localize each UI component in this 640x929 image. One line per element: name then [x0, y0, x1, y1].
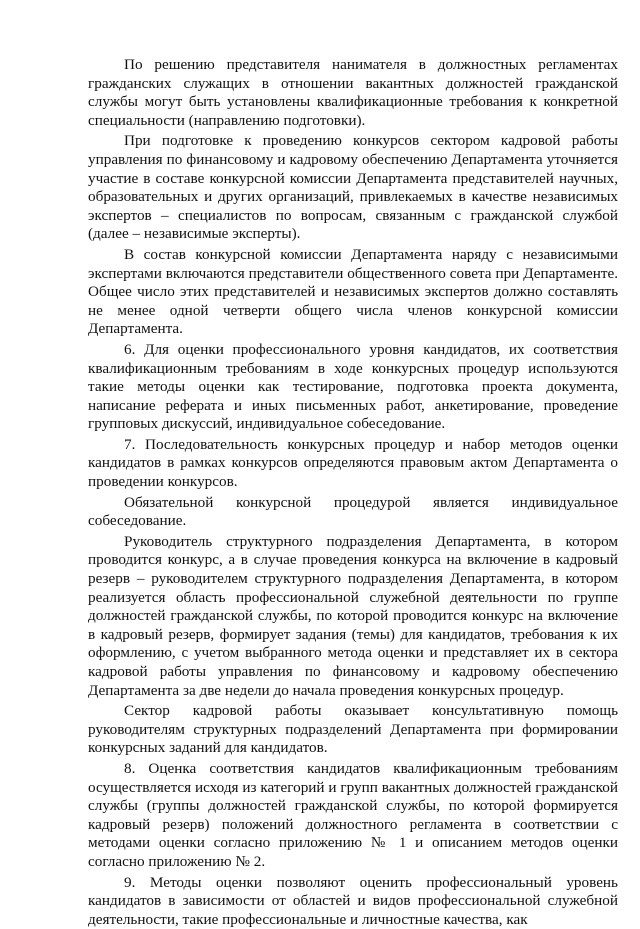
document-page [88, 56, 618, 929]
paragraph-item-9-assessment-scope: 9. Методы оценки позволяют оценить профессиональный уровень кандидатов в зависимости от областей и видов профессиональной служебной деятельности, такие профессиональные и личностные качества, как [88, 873, 618, 928]
paragraph-mandatory-interview: Обязательной конкурсной процедурой является индивидуальное собеседование. [88, 493, 618, 530]
paragraph-hr-sector-assistance: Сектор кадровой работы оказывает консультативную помощь руководителям структурных подразделений Департамента при формировании конкурсных заданий для кандидатов. [88, 702, 618, 757]
paragraph-qualification-requirements: По решению представителя нанимателя в должностных регламентах гражданских служащих в отношении вакантных должностей гражданской службы могут быть установлены квалификационные требования к конкретной специальности (направлению подготовки). [88, 56, 618, 129]
paragraph-item-7-procedure-sequence: 7. Последовательность конкурсных процедур и набор методов оценки кандидатов в рамках конкурсов определяются правовым актом Департамента о проведении конкурсов. [88, 435, 618, 491]
paragraph-independent-experts: При подготовке к проведению конкурсов сектором кадровой работы управления по финансовому и кадровому обеспечению Департамента уточняется участие в составе конкурсной комиссии Департамента представителей научных, образовательных и других организаций, привлекаемых в качестве независимых экспертов – специалистов по вопросам, связанным с гражданской службой (далее – независимые эксперты). [88, 132, 618, 243]
paragraph-head-of-division-tasks: Руководитель структурного подразделения Департамента, в котором проводится конкурс, а в случае проведения конкурса на включение в кадровый резерв – руководителем структурного подразделения Департамента, в котором реализуется область профессиональной служебной деятельности по группе должностей гражданской службы, по которой проводится конкурс на включение в кадровый резерв, формирует задания (темы) для кандидатов, требования к их оформлению, с учетом выбранного метода оценки и представляет их в сектора кадровой работы управления по финансовому и кадровому обеспечению Департамента за две недели до начала проведения конкурсных процедур. [88, 532, 618, 699]
paragraph-commission-composition: В состав конкурсной комиссии Департамента наряду с независимыми экспертами включаются представители общественного совета при Департаменте. Общее число этих представителей и независимых экспертов должно составлять не менее одной четверти общего числа членов конкурсной комиссии Департамента. [88, 245, 618, 338]
paragraph-item-8-compliance-assessment: 8. Оценка соответствия кандидатов квалификационным требованиям осуществляется исходя из категорий и групп вакантных должностей гражданской службы (группы должностей гражданской службы, по которой формируется кадровый резерв) положений должностного регламента в соответствии с методами оценки согласно приложению № 1 и описанием методов оценки согласно приложению № 2. [88, 759, 618, 870]
paragraph-item-6-assessment-methods: 6. Для оценки профессионального уровня кандидатов, их соответствия квалификационным требованиям в ходе конкурсных процедур используются такие методы оценки как тестирование, подготовка проекта документа, написание реферата и иных письменных работ, анкетирование, проведение групповых дискуссий, индивидуальное собеседование. [88, 340, 618, 433]
